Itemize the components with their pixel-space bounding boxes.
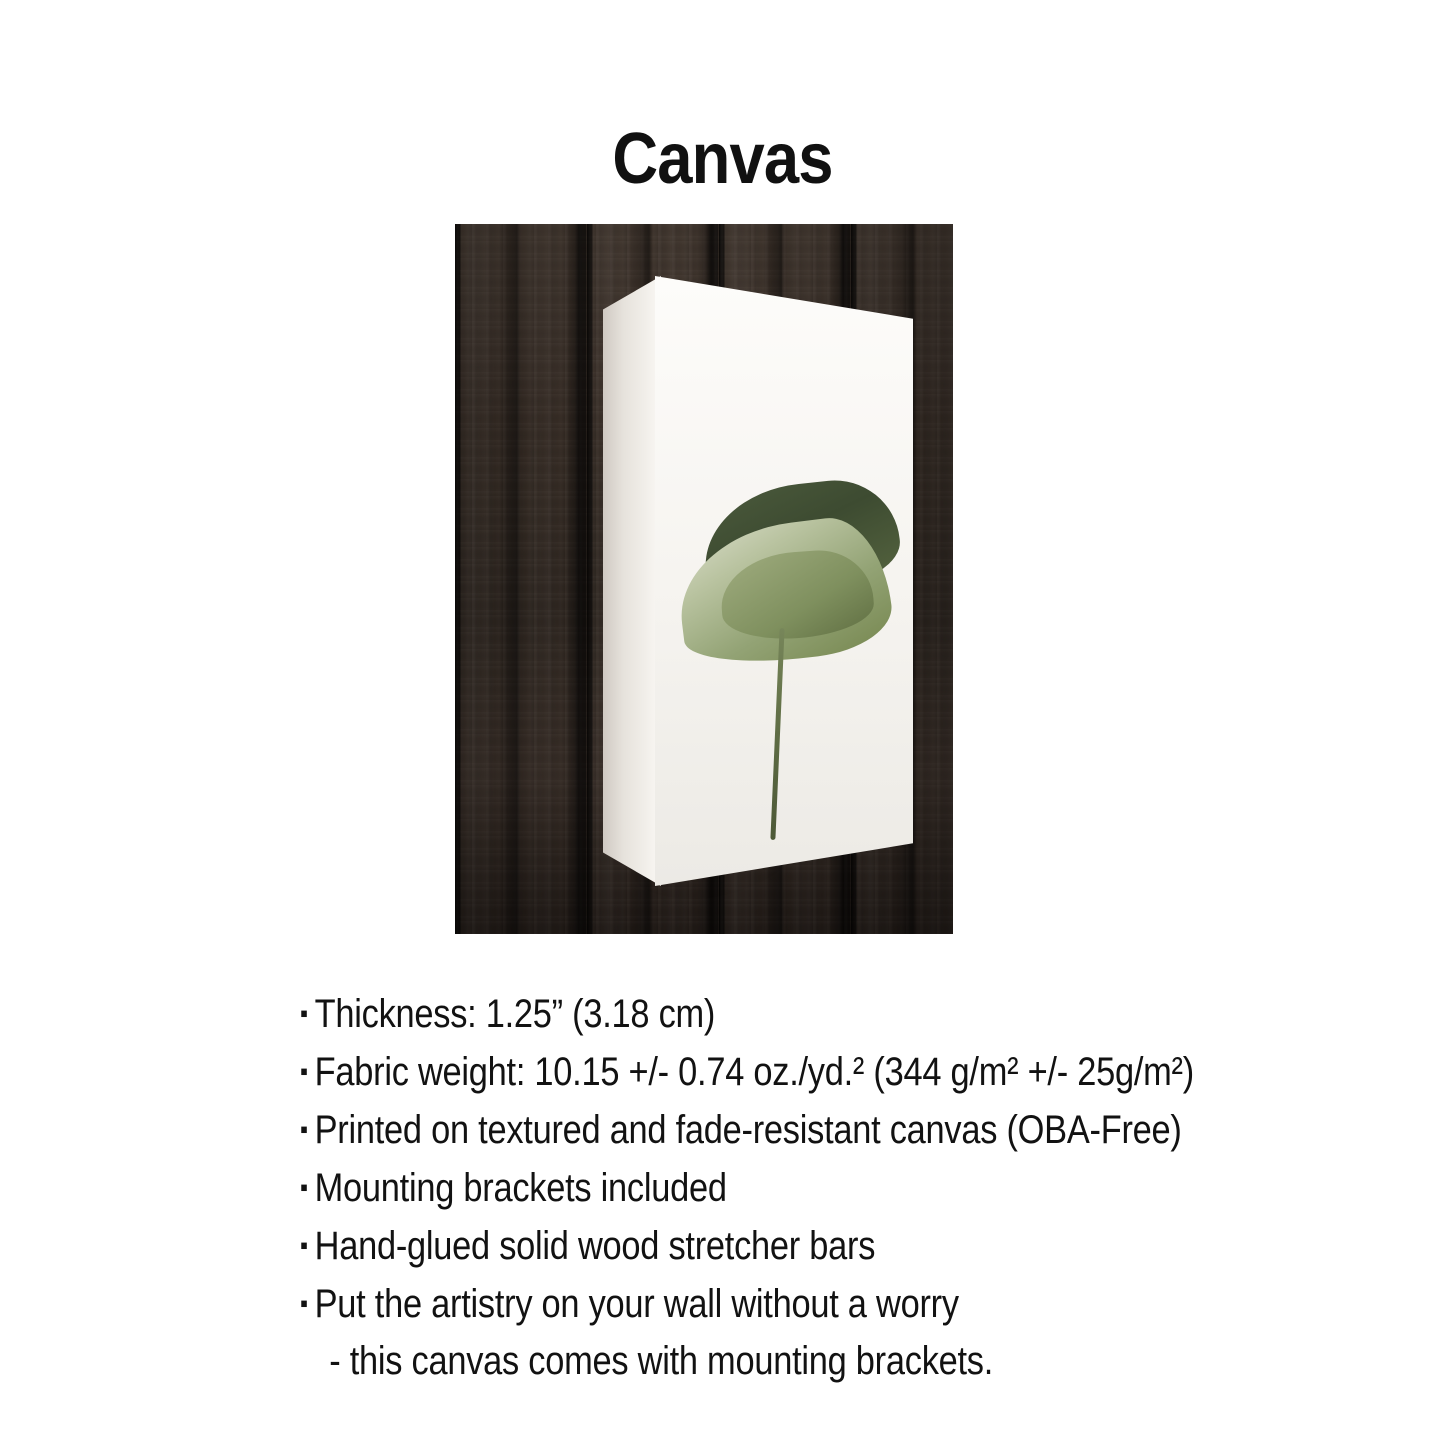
- spec-item-text: Mounting brackets included: [314, 1166, 727, 1210]
- bullet-icon: ▪: [300, 1230, 308, 1260]
- bullet-icon: ▪: [300, 1056, 308, 1086]
- spec-item-text: Put the artistry on your wall without a worry: [314, 1282, 959, 1326]
- bullet-icon: ▪: [300, 1114, 308, 1144]
- spec-item-artistry: [300, 1275, 1220, 1333]
- spec-item-text: Thickness: 1.25” (3.18 cm): [314, 992, 716, 1036]
- bullet-icon: ▪: [300, 1172, 308, 1202]
- canvas-front-face: [655, 276, 913, 886]
- page-title: Canvas: [612, 119, 833, 200]
- canvas-side-edge: [603, 276, 661, 886]
- leaf-artwork: [655, 276, 913, 886]
- spec-item-fabric-weight: [300, 1043, 1220, 1101]
- spec-item-thickness: [300, 985, 1220, 1043]
- bullet-icon: ▪: [300, 998, 308, 1028]
- product-image: [455, 224, 953, 934]
- canvas-print-object: [603, 276, 913, 886]
- spec-item-text: Fabric weight: 10.15 +/- 0.74 oz./yd.² (344 g/m² +/- 25g/m²): [314, 1050, 1194, 1094]
- spec-item-printed-canvas: [300, 1101, 1220, 1159]
- spec-item-stretcher-bars: [300, 1217, 1220, 1275]
- specification-list: [300, 985, 1370, 1390]
- spec-item-text: Hand-glued solid wood stretcher bars: [314, 1224, 876, 1268]
- spec-item-text: Printed on textured and fade-resistant canvas (OBA-Free): [314, 1108, 1182, 1152]
- spec-item-artistry-continuation: - this canvas comes with mounting brackets.: [329, 1339, 994, 1383]
- spec-item-mounting-brackets: [300, 1159, 1220, 1217]
- bullet-icon: ▪: [300, 1288, 308, 1318]
